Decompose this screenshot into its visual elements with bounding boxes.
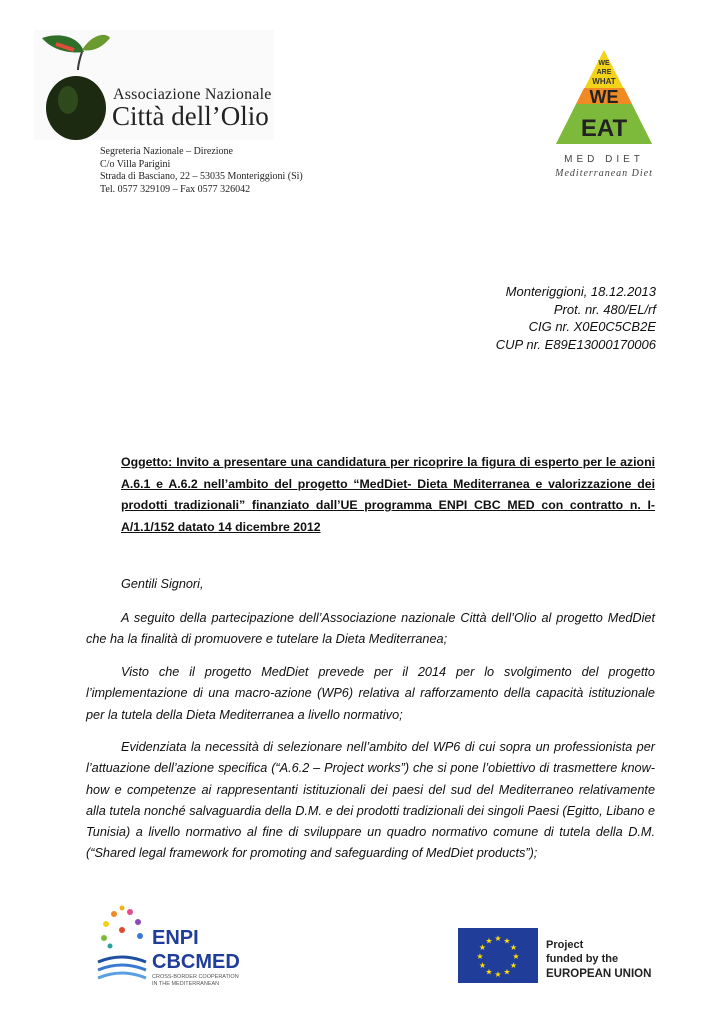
enpi-caption: CROSS-BORDER COOPERATION <box>152 974 239 980</box>
address-line: Tel. 0577 329109 – Fax 0577 326042 <box>100 183 251 195</box>
paragraph: A seguito della partecipazione dell’Associazione nazionale Città dell’Olio al progetto MedDiet che ha la finalità di promuovere e tutelare la Dieta Mediterranea; <box>86 611 655 647</box>
pyramid-word: EAT <box>580 115 628 142</box>
svg-text:★: ★ <box>476 952 484 961</box>
greeting: Gentili Signori, <box>121 577 204 591</box>
sun-icon <box>98 906 146 979</box>
protocol-number: Prot. nr. 480/EL/rf <box>553 301 656 317</box>
address-line: C/o Villa Parigini <box>100 158 171 170</box>
paragraph: Visto che il progetto MedDiet prevede per il 2014 per lo svolgimento del progetto l’implementazione di una macro-azione (WP6) relativa al rafforzamento della capacità istituzionale per la tutela della Dieta Mediterranea a livello normativo; <box>86 665 655 722</box>
svg-text:★: ★ <box>509 943 518 952</box>
cup-number: CUP nr. E89E13000170006 <box>495 336 656 352</box>
paragraph: Evidenziata la necessità di selezionare nell’ambito del WP6 di cui sopra un professionista per l’attuazione dell’azione specifica (“A.6.2 – Project works”) che si pone l’obiettivo di trasmettere know-how e competenze ai rappresentanti istituzionali dei paesi del sud del Mediterraneo relativamente alla tutela nonché salvaguardia della D.M. e dei prodotti tradizionali dei singoli Paesi (Egitto, Libano e Tunisia) a livello normativo al fine di sviluppare un quadro normativo comune di tutela della D.M. (“Shared legal framework for promoting and safeguarding of MedDiet products”); <box>86 740 655 861</box>
eu-text-line: funded by the <box>546 953 619 965</box>
enpi-title: ENPI <box>152 927 199 949</box>
address-line: Segreteria Nazionale – Direzione <box>100 146 233 157</box>
eu-text-line: EUROPEAN UNION <box>546 968 652 980</box>
pyramid-word: ARE <box>596 69 612 76</box>
date-reference-block <box>496 283 656 353</box>
cig-number: CIG nr. X0E0C5CB2E <box>528 319 656 334</box>
meddiet-tagline: Mediterranean Diet <box>555 168 653 179</box>
pyramid-word: WE <box>589 87 619 107</box>
pyramid-word: WHAT <box>592 77 616 86</box>
meddiet-logo <box>528 46 680 186</box>
address-line: Strada di Basciano, 22 – 53035 Monteriggioni (Si) <box>100 171 303 183</box>
eu-text-line: Project <box>546 939 584 951</box>
enpi-cbcmed-logo <box>94 900 264 990</box>
svg-text:★: ★ <box>485 936 493 946</box>
svg-text:★: ★ <box>503 936 511 946</box>
meddiet-brand: MED DIET <box>564 154 644 165</box>
enpi-subtitle: CBCMED <box>152 951 240 973</box>
subject-heading: Oggetto: Invito a presentare una candidatura per ricoprire la figura di esperto per le azioni A.6.1 e A.6.2 nell’ambito del progetto “MedDiet- Dieta Mediterranea e valorizzazione dei prodotti tradizionali” finanziato dall’UE programma ENPI CBC MED con contratto n. I-A/1.1/152 datato 14 dicembre 2012 <box>121 455 655 534</box>
svg-text:★: ★ <box>512 952 520 961</box>
svg-text:★: ★ <box>494 970 502 979</box>
address-block <box>100 146 303 196</box>
svg-text:★: ★ <box>485 967 493 977</box>
enpi-caption: IN THE MEDITERRANEAN <box>152 981 220 987</box>
org-name-line1: Associazione Nazionale <box>113 86 272 103</box>
eu-funding-logo <box>458 928 658 988</box>
pyramid-word: WE <box>598 60 610 67</box>
svg-text:★: ★ <box>494 934 502 943</box>
svg-text:★: ★ <box>509 961 518 970</box>
svg-text:★: ★ <box>478 943 487 952</box>
svg-text:★: ★ <box>503 967 511 977</box>
svg-text:★: ★ <box>478 961 487 970</box>
org-name-line2: Città dell’Olio <box>112 101 269 131</box>
place-date: Monteriggioni, 18.12.2013 <box>505 284 656 299</box>
